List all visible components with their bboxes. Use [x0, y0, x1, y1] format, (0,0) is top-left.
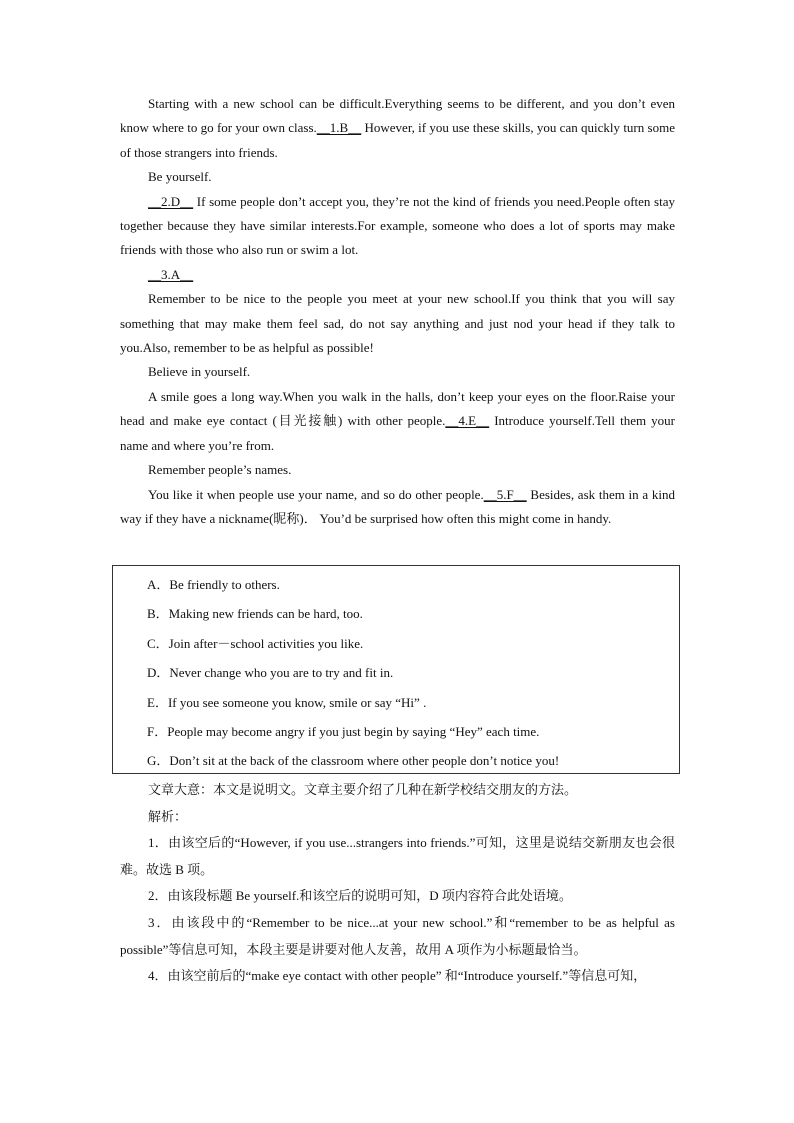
paragraph-2: [120, 190, 675, 263]
reading-passage: [120, 92, 675, 531]
option-d: D．Never change who you are to try and fit in.: [147, 665, 394, 681]
subheading-believe-in-yourself: Believe in yourself.: [148, 364, 251, 380]
paragraph-1-text-before: Starting with a new school can be difficult.Everything seems to be different, and you don’t even know where to go for your own class.: [120, 96, 675, 136]
analysis-section: [120, 777, 675, 990]
analysis-item-4: 4．由该空前后的“make eye contact with other people” 和“Introduce yourself.”等信息可知，: [148, 968, 647, 984]
option-e: E．If you see someone you know, smile or say “Hi” .: [147, 694, 427, 710]
option-b: B．Making new friends can be hard, too.: [147, 606, 363, 622]
paragraph-5-text-after: Besides, ask them in a kind way if they have a nickname(昵称)． You’d be surprised how often this might come in handy.: [120, 486, 675, 526]
paragraph-4-text-before: A smile goes a long way.When you walk in the halls, don’t keep your eyes on the floor.Raise your head and make eye contact (目光接触) with other people.: [120, 388, 675, 429]
option-c: C．Join after－school activities you like.: [147, 635, 364, 651]
paragraph-4: [120, 385, 675, 458]
analysis-item-3: 3．由该段中的“Remember to be nice...at your new school.”和“remember to be as helpful as possible”等信息可知，本段主要是讲要对他人友善，故用 A 项作为小标题最恰当。: [120, 914, 675, 957]
analysis-item-1: 1．由该空后的“However, if you use...strangers into friends.”可知，这里是说结交新朋友也会很难。故选 B 项。: [120, 835, 675, 877]
paragraph-5: [120, 483, 675, 532]
paragraph-4-text-after: Introduce yourself.Tell them your name and where you’re from.: [120, 413, 675, 453]
blank-3-answer: __3.A__: [148, 266, 194, 282]
blank-5-answer: __5.F__: [483, 486, 527, 502]
blank-2-answer: __2.D__: [148, 193, 194, 209]
options-list: [113, 566, 679, 777]
subheading-blank-3: [120, 263, 675, 287]
options-box: [112, 565, 680, 774]
paragraph-1: [120, 92, 675, 165]
analysis-label: 解析：: [148, 808, 188, 824]
article-summary: 文章大意：本文是说明文。文章主要介绍了几种在新学校结交朋友的方法。: [148, 782, 578, 797]
analysis-item-2: 2．由该段标题 Be yourself.和该空后的说明可知，D 项内容符合此处语境。: [148, 888, 572, 904]
option-g: G．Don’t sit at the back of the classroom where other people don’t notice you!: [147, 753, 560, 769]
option-a: A．Be friendly to others.: [147, 577, 280, 592]
paragraph-2-text-after: If some people don’t accept you, they’re not the kind of friends you need.People often stay together because they have similar interests.For example, someone who does a lot of sports may make friends with those who also run or swim a lot.: [120, 193, 675, 258]
paragraph-3: Remember to be nice to the people you meet at your new school.If you think that you will say something that may make them feel sad, do not say anything and just nod your head if they talk to you.Also, remember to be as helpful as possible!: [120, 291, 675, 356]
option-f: F．People may become angry if you just begin by saying “Hey” each time.: [147, 723, 540, 739]
paragraph-5-text-before: You like it when people use your name, and so do other people.: [148, 486, 484, 502]
subheading-be-yourself: Be yourself.: [148, 169, 212, 185]
paragraph-1-text-after: However, if you use these skills, you can quickly turn some of those strangers into friends.: [120, 120, 676, 160]
blank-4-answer: __4.E__: [445, 413, 490, 429]
subheading-remember-names: Remember people’s names.: [148, 462, 292, 478]
blank-1-answer: __1.B__: [316, 120, 362, 136]
